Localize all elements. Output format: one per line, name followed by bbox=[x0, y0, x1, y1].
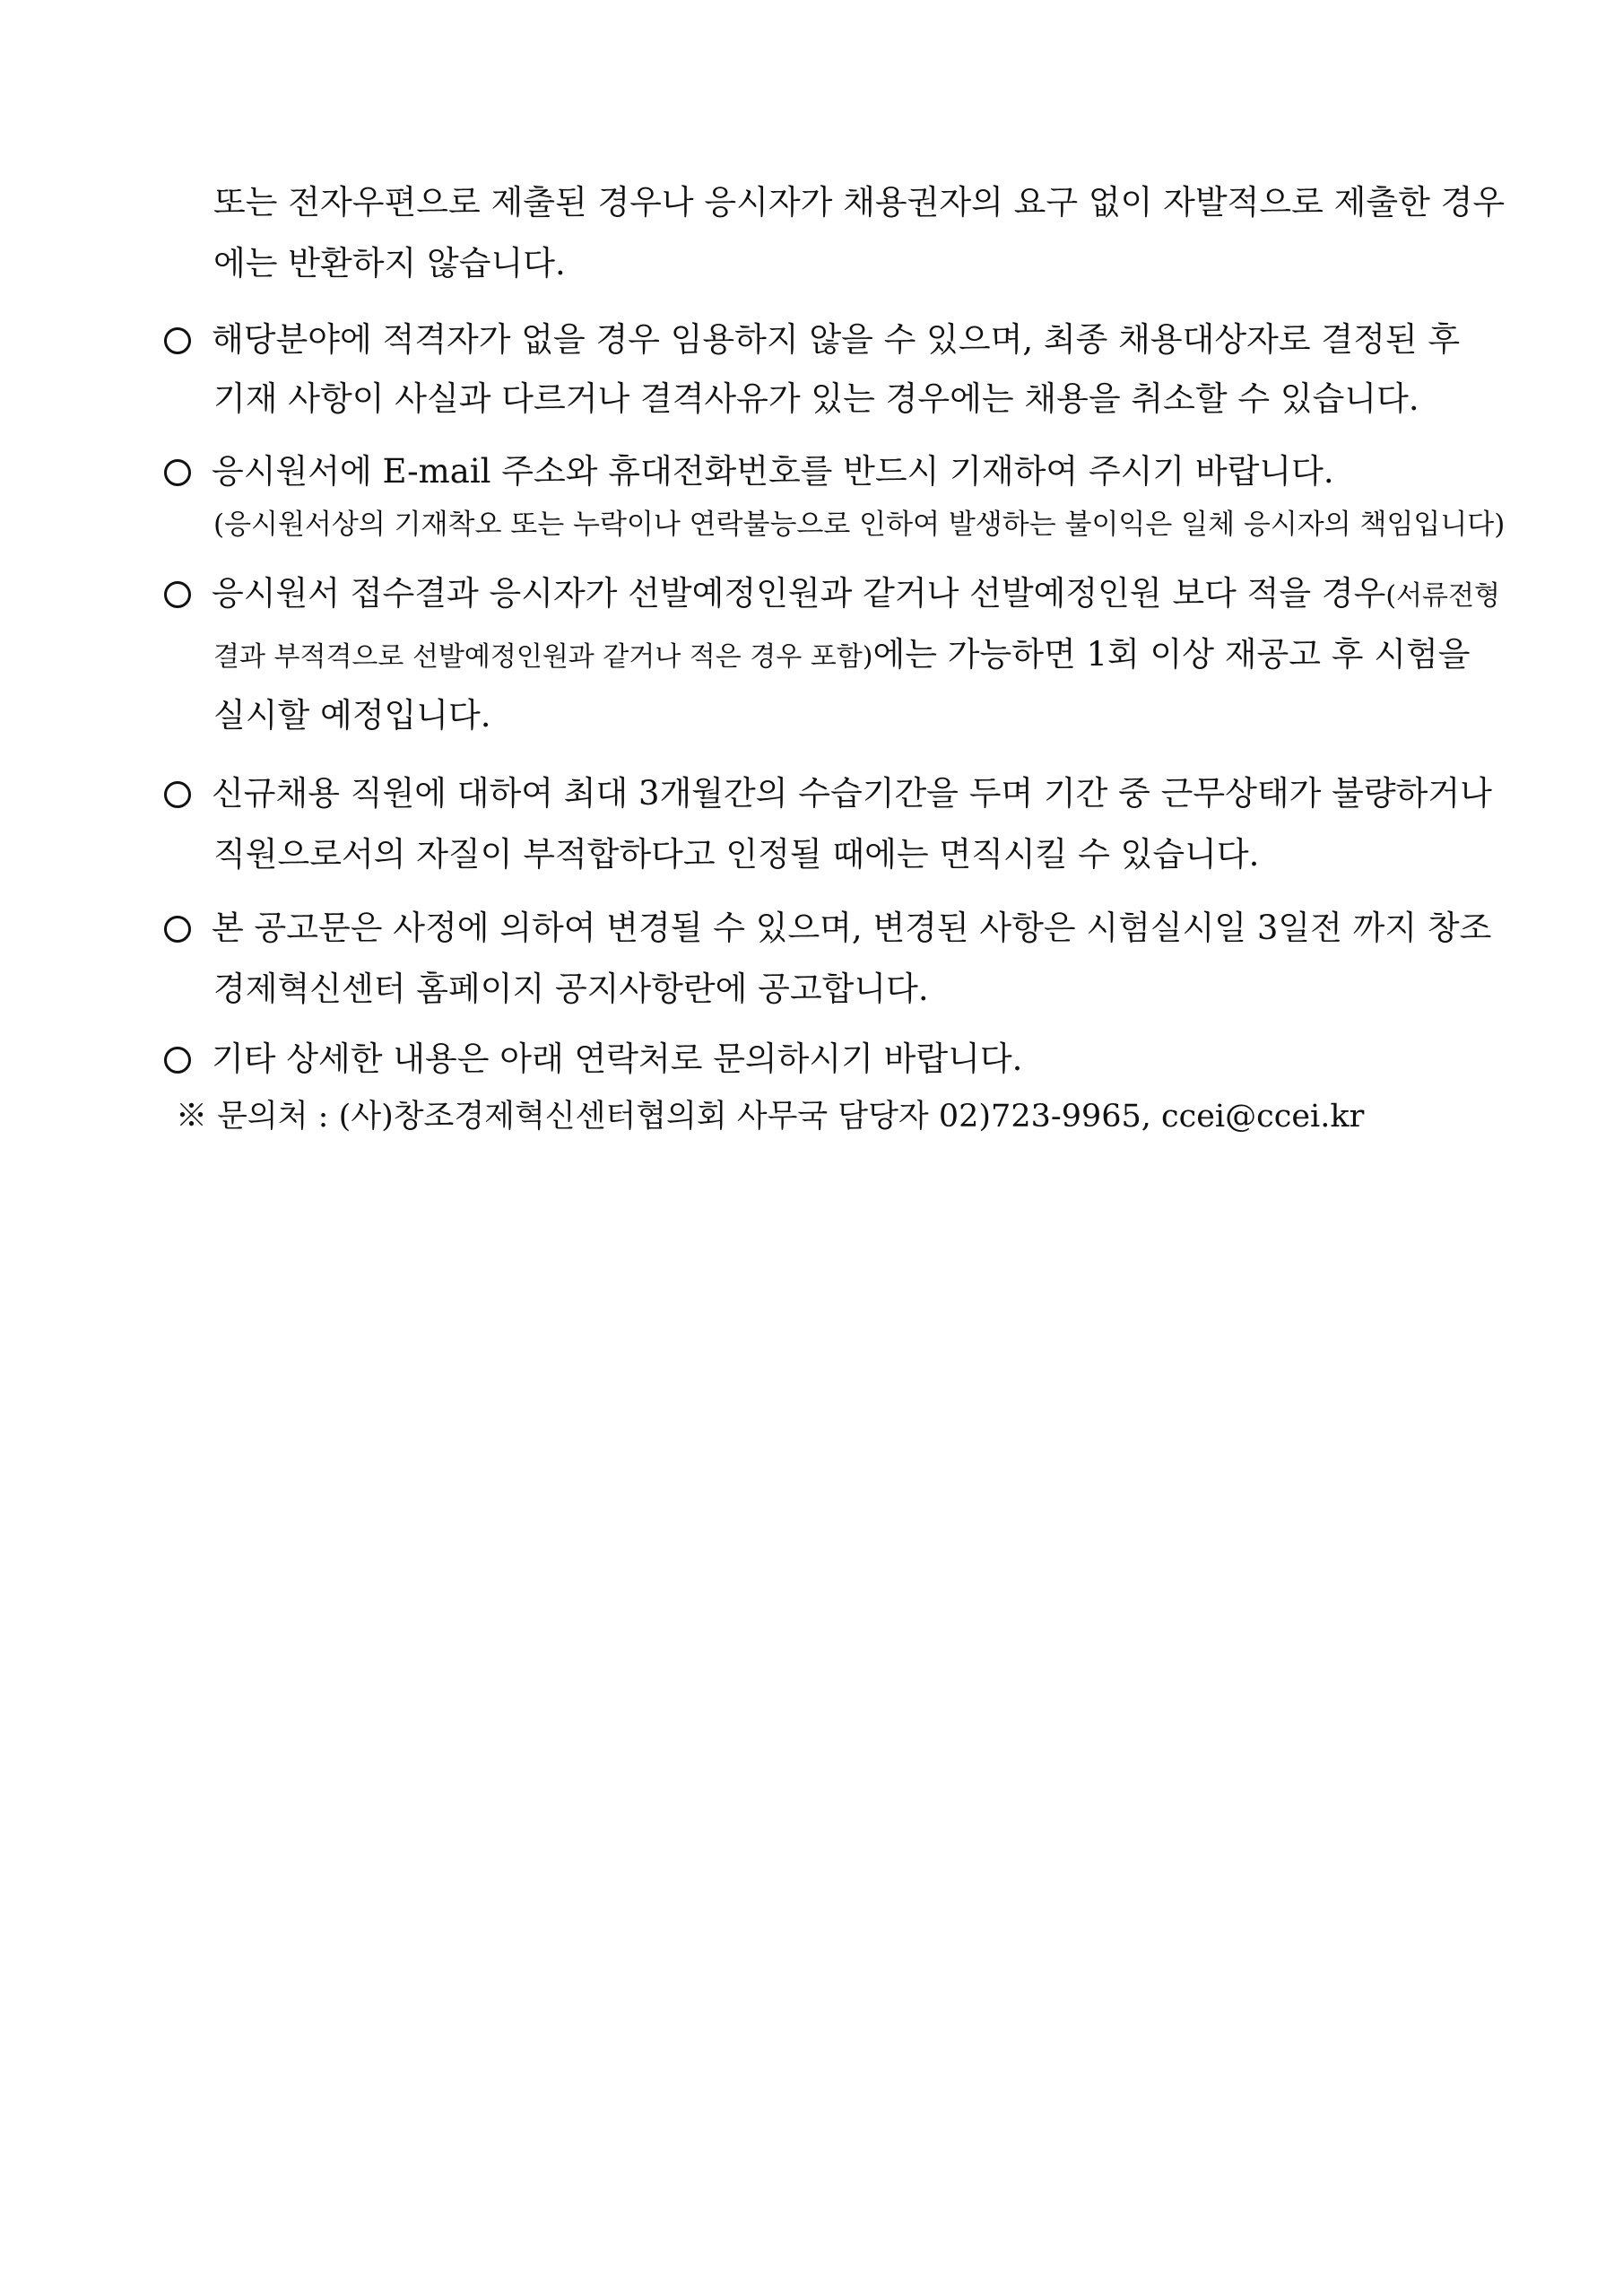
hollow-circle-bullet-icon bbox=[164, 781, 191, 808]
continuation-line-2: 에는 반환하지 않습니다. bbox=[213, 244, 566, 283]
hollow-circle-bullet-icon bbox=[164, 327, 191, 354]
bullet-1-line-2: 기재 사항이 사실과 다르거나 결격사유가 있는 경우에는 채용을 취소할 수 있습니다. bbox=[213, 379, 1419, 418]
hollow-circle-bullet-icon bbox=[164, 581, 191, 608]
bullet-3-line-1-small: (서류전형 bbox=[1385, 580, 1500, 612]
contact-info: ※ 문의처 : (사)창조경제혁신센터협의회 사무국 담당자 02)723-9965, ccei@ccei.kr bbox=[176, 1099, 1365, 1135]
hollow-circle-bullet-icon bbox=[164, 459, 191, 486]
bullet-3-line-2 bbox=[213, 633, 1470, 679]
bullet-3-line-3: 실시할 예정입니다. bbox=[213, 696, 491, 735]
hollow-circle-bullet-icon bbox=[164, 916, 191, 943]
bullet-3-line-1 bbox=[212, 572, 1500, 618]
bullet-2-line-1: 응시원서에 E-mail 주소와 휴대전화번호를 반드시 기재하여 주시기 바랍니다. bbox=[212, 452, 1334, 491]
bullet-5-line-1: 본 공고문은 사정에 의하여 변경될 수 있으며, 변경된 사항은 시험실시일 3일전 까지 창조 bbox=[212, 909, 1492, 947]
bullet-4-line-2: 직원으로서의 자질이 부적합하다고 인정될 때에는 면직시킬 수 있습니다. bbox=[213, 835, 1260, 874]
bullet-6-line-1: 기타 상세한 내용은 아래 연락처로 문의하시기 바랍니다. bbox=[212, 1039, 1023, 1078]
bullet-3-line-2-small: 결과 부적격으로 선발예정인원과 같거나 적은 경우 포함) bbox=[213, 641, 873, 673]
bullet-4-line-1: 신규채용 직원에 대하여 최대 3개월간의 수습기간을 두며 기간 중 근무상태가 불량하거나 bbox=[212, 774, 1492, 813]
hollow-circle-bullet-icon bbox=[164, 1047, 191, 1074]
bullet-3-line-2-main: 에는 가능하면 1회 이상 재공고 후 시험을 bbox=[872, 635, 1471, 674]
bullet-5-line-2: 경제혁신센터 홈페이지 공지사항란에 공고합니다. bbox=[213, 970, 929, 1008]
bullet-2-note: (응시원서상의 기재착오 또는 누락이나 연락불능으로 인하여 발생하는 불이익은 일체 응시자의 책임입니다) bbox=[213, 509, 1506, 541]
bullet-3-line-1-main: 응시원서 접수결과 응시자가 선발예정인원과 같거나 선발예정인원 보다 적을 경우 bbox=[212, 574, 1386, 613]
continuation-line-1: 또는 전자우편으로 제출된 경우나 응시자가 채용권자의 요구 없이 자발적으로 제출한 경우 bbox=[213, 183, 1506, 222]
bullet-1-line-1: 해당분야에 적격자가 없을 경우 임용하지 않을 수 있으며, 최종 채용대상자로 결정된 후 bbox=[212, 320, 1461, 359]
